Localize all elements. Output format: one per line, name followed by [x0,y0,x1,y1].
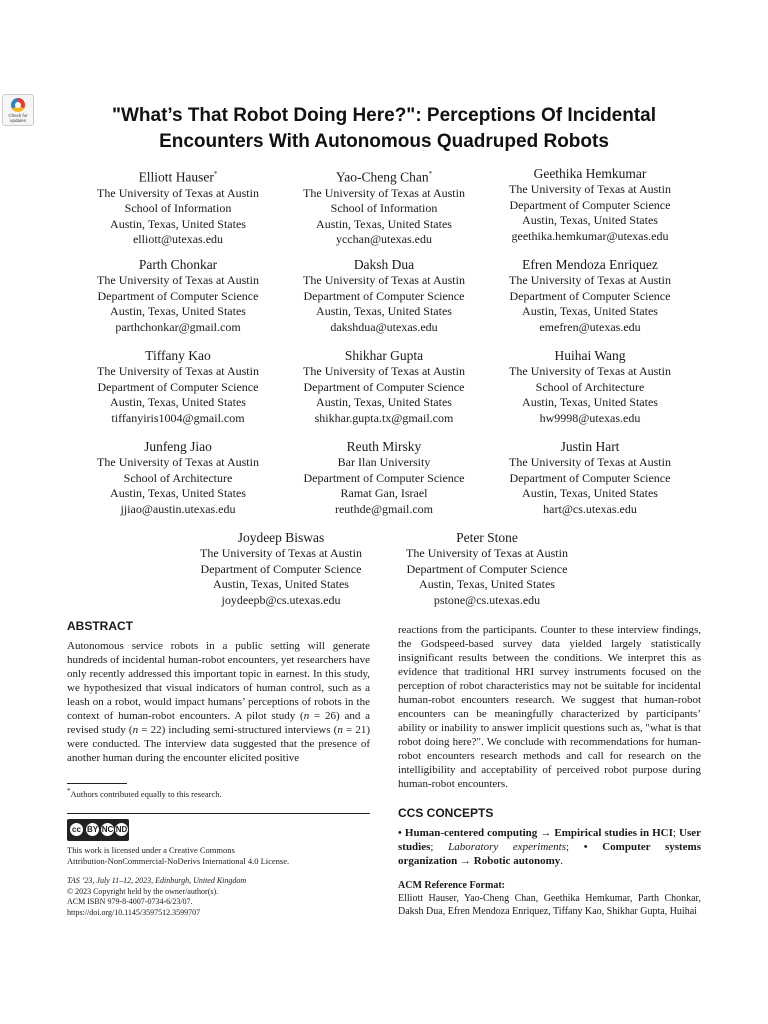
license-text: This work is licensed under a Creative Commons Attribution-NonCommercial-NoDerivs International 4.0 License. [67,845,290,866]
author-department: Department of Computer Science [303,470,465,485]
equal-contribution-mark: * [213,170,218,178]
badge-label: Check for updates [8,113,28,123]
author-email[interactable]: jjiao@austin.utexas.edu [120,501,236,516]
author-location: Austin, Texas, United States [419,577,555,591]
author-name: Yao-Cheng Chan [335,169,429,185]
author-block [485,439,695,517]
author-email[interactable]: emefren@utexas.edu [539,319,641,334]
author-name: Efren Mendoza Enriquez [522,257,658,272]
author-email[interactable]: hart@cs.utexas.edu [543,501,637,516]
author-name: Daksh Dua [353,257,415,272]
author-affiliation: The University of Texas at Austin [509,182,671,196]
publication-info [67,876,370,918]
equal-contribution-mark: * [428,170,433,178]
author-block [279,166,489,248]
ccs-section [398,806,701,868]
author-department: School of Information [124,201,232,215]
author-department: Department of Computer Science [509,197,671,212]
author-department: School of Architecture [535,379,645,394]
paper-title [40,103,728,155]
cc-icon: cc [69,822,84,837]
author-email[interactable]: parthchonkar@gmail.com [115,319,241,334]
author-name: Tiffany Kao [145,348,211,363]
title-line-1: "What’s That Robot Doing Here?": Perceptions Of Incidental [111,105,657,126]
conference-info: TAS ’23, July 11–12, 2023, Edinburgh, United Kingdom [67,876,247,885]
author-location: Austin, Texas, United States [316,304,452,318]
footnote: *Authors contributed equally to this research. [67,787,222,799]
author-block [382,530,592,608]
author-email[interactable]: joydeepb@cs.utexas.edu [221,592,341,607]
ccs-heading: CCS CONCEPTS [398,806,494,820]
author-email[interactable]: tiffanyiris1004@gmail.com [111,410,245,425]
author-name: Joydeep Biswas [237,530,325,545]
by-icon: BY [85,822,100,837]
reference-text: Elliott Hauser, Yao-Cheng Chan, Geethika Hemkumar, Parth Chonkar, Daksh Dua, Efren Mendoza Enriquez, Tiffany Kao, Shikhar Gupta, Huihai [398,893,701,917]
author-location: Austin, Texas, United States [110,304,246,318]
author-name: Reuth Mirsky [346,439,422,454]
author-block [176,530,386,608]
author-department: Department of Computer Science [509,470,671,485]
author-name: Justin Hart [560,439,620,454]
author-department: Department of Computer Science [97,288,259,303]
author-email[interactable]: pstone@cs.utexas.edu [433,592,541,607]
abstract-continued [398,623,701,791]
abstract-text: Autonomous service robots in a public setting will generate hundreds of incidental human-robot encounters, yet researchers have only recently addressed this important topic in earnest. In this study, we hypothesized that visual indicators of human control, such as a leash on a robot, would impact humans’ perceptions of robots in the context of human-robot encounters. A pilot study (n = 26) and a revised study (n = 22) including semi-structured interviews (n = 21) were conducted. The interview data suggested that the presence of another human during the encounter elicited positive [67,640,371,764]
license-rule [67,813,370,814]
author-block [485,257,695,335]
abstract-section [67,619,370,765]
author-email[interactable]: shikhar.gupta.tx@gmail.com [314,410,454,425]
author-location: Austin, Texas, United States [522,395,658,409]
author-affiliation: The University of Texas at Austin [303,364,465,378]
copyright: © 2023 Copyright held by the owner/author(s). [67,886,219,896]
author-affiliation: The University of Texas at Austin [406,546,568,560]
cc-by-nc-nd-icon[interactable] [67,819,129,841]
author-department: Department of Computer Science [509,288,671,303]
author-email[interactable]: dakshdua@utexas.edu [330,319,438,334]
author-affiliation: Bar Ilan University [337,455,431,469]
author-location: Austin, Texas, United States [316,216,452,231]
author-block [485,166,695,244]
author-affiliation: The University of Texas at Austin [97,273,259,287]
author-department: Department of Computer Science [303,288,465,303]
isbn: ACM ISBN 979-8-4007-0734-6/23/07. [67,897,193,906]
author-location: Austin, Texas, United States [213,577,349,591]
author-affiliation: The University of Texas at Austin [200,546,362,560]
author-location: Austin, Texas, United States [110,395,246,409]
author-location: Austin, Texas, United States [110,486,246,500]
author-block [73,257,283,335]
author-affiliation: The University of Texas at Austin [97,364,259,378]
nc-icon: NC [100,822,115,837]
crossmark-icon [11,98,25,112]
author-name: Shikhar Gupta [344,348,424,363]
author-email[interactable]: elliott@utexas.edu [132,232,224,246]
ccs-text: • Human-centered computing → Empirical studies in HCI; User studies; Laboratory experiments; • Computer systems organization → Robotic autonomy. [398,827,701,867]
author-block [485,348,695,426]
author-email[interactable]: geethika.hemkumar@utexas.edu [511,228,669,243]
author-name: Parth Chonkar [138,257,218,272]
author-affiliation: The University of Texas at Austin [97,455,259,469]
reference-heading: ACM Reference Format: [398,880,505,891]
author-location: Austin, Texas, United States [316,395,452,409]
author-location: Austin, Texas, United States [522,213,658,227]
nd-icon: ND [114,822,129,837]
author-name: Huihai Wang [554,348,626,363]
author-block [73,439,283,517]
footnote-rule [67,783,127,784]
author-email[interactable]: ycchan@utexas.edu [335,232,432,246]
check-for-updates-badge[interactable] [2,94,34,126]
author-location: Austin, Texas, United States [110,216,246,231]
author-department: Department of Computer Science [97,379,259,394]
author-email[interactable]: reuthde@gmail.com [334,501,434,516]
author-department: School of Information [330,201,438,215]
author-affiliation: The University of Texas at Austin [303,273,465,287]
author-name: Geethika Hemkumar [533,166,647,181]
title-line-2: Encounters With Autonomous Quadruped Robots [159,131,609,152]
author-affiliation: The University of Texas at Austin [509,273,671,287]
author-block [73,166,283,248]
author-department: Department of Computer Science [406,561,568,576]
author-block [279,439,489,517]
author-affiliation: The University of Texas at Austin [509,364,671,378]
author-block [279,257,489,335]
author-affiliation: The University of Texas at Austin [509,455,671,469]
author-affiliation: The University of Texas at Austin [97,185,259,200]
author-location: Austin, Texas, United States [522,486,658,500]
author-name: Peter Stone [456,530,518,545]
reference-format [398,879,701,918]
author-department: Department of Computer Science [200,561,362,576]
author-block [73,348,283,426]
author-location: Austin, Texas, United States [522,304,658,318]
author-affiliation: The University of Texas at Austin [303,185,465,200]
author-name: Elliott Hauser [138,169,214,185]
abstract-text-continued: reactions from the participants. Counter to these interview findings, the Godspeed-based survey data yielded largely statistically insignificant results between the conditions. We interpret this as evidence that traditional HRI survey instruments focused on the perception of robot characteristics may not be suitable for incidental human-robot encounters research. We suggest that human-robot encounters can be meaningfully characterized by participants’ ability or inability to answer implicit questions such as, "what is that robot doing here?". We conclude with recommendations for human-robot encounters research methods and call for research on the intelligibility and acceptability of perceived robot purpose during human-robot encounters. [398,624,701,790]
author-block [279,348,489,426]
author-email[interactable]: hw9998@utexas.edu [539,410,641,425]
abstract-heading: ABSTRACT [67,619,133,633]
author-department: Department of Computer Science [303,379,465,394]
doi-link[interactable]: https://doi.org/10.1145/3597512.3599707 [67,907,201,917]
author-name: Junfeng Jiao [144,439,212,454]
author-department: School of Architecture [123,470,233,485]
author-location: Ramat Gan, Israel [340,486,428,500]
